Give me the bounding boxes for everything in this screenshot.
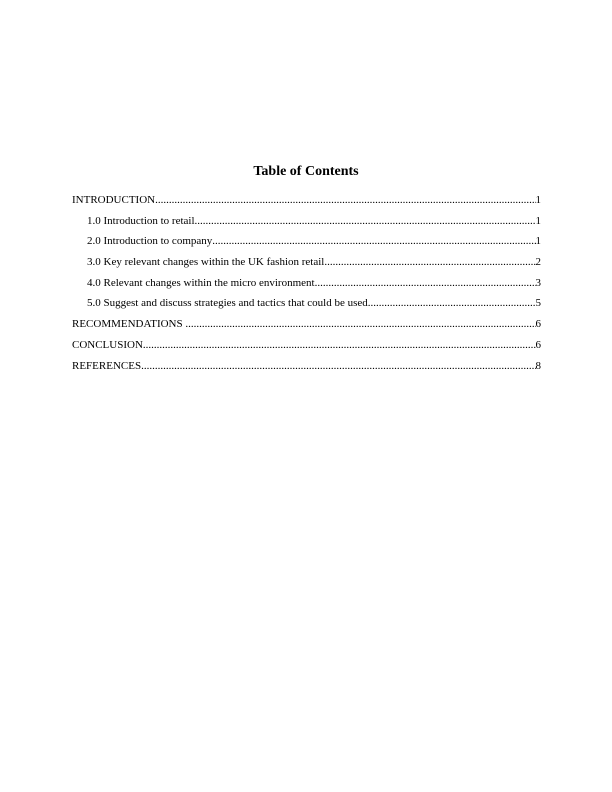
- toc-entry-page-number: 6: [535, 318, 541, 331]
- toc-entry-page-number: 5: [535, 297, 541, 310]
- table-of-contents: [72, 192, 541, 378]
- toc-entry-page-number: 8: [535, 359, 541, 372]
- toc-entry-references[interactable]: [72, 358, 541, 379]
- toc-entry-label: RECOMMENDATIONS: [72, 318, 186, 331]
- toc-entry-introduction[interactable]: [72, 192, 541, 213]
- toc-entry-label: 5.0 Suggest and discuss strategies and tactics that could be used: [87, 297, 368, 310]
- toc-entry-micro-environment[interactable]: [72, 275, 541, 296]
- toc-entry-key-relevant-changes[interactable]: [72, 254, 541, 275]
- toc-entry-label: CONCLUSION: [72, 338, 143, 351]
- toc-dot-leader: [324, 254, 535, 270]
- toc-entry-label: 3.0 Key relevant changes within the UK fashion retail: [87, 256, 325, 269]
- toc-entry-page-number: 1: [535, 235, 541, 248]
- toc-dot-leader: [368, 295, 536, 311]
- toc-entry-page-number: 1: [535, 214, 541, 227]
- toc-entry-label: INTRODUCTION: [72, 194, 156, 206]
- toc-entry-page-number: 3: [535, 276, 541, 289]
- toc-entry-label: 1.0 Introduction to retail: [87, 214, 195, 227]
- toc-title: Table of Contents: [253, 164, 359, 179]
- toc-entry-introduction-to-company[interactable]: [72, 233, 541, 254]
- toc-dot-leader: [315, 275, 536, 291]
- toc-dot-leader: [195, 213, 536, 229]
- toc-entry-label: REFERENCES: [72, 359, 142, 372]
- toc-dot-leader: [185, 316, 535, 332]
- toc-dot-leader: [155, 192, 535, 208]
- toc-dot-leader: [143, 337, 536, 353]
- toc-dot-leader: [141, 358, 535, 374]
- toc-entry-recommendations[interactable]: [72, 316, 541, 337]
- toc-entry-label: 4.0 Relevant changes within the micro environment: [87, 276, 315, 289]
- toc-entry-page-number: 6: [535, 338, 541, 351]
- toc-entry-strategies-and-tactics[interactable]: [72, 295, 541, 316]
- toc-dot-leader: [212, 233, 535, 249]
- toc-entry-label: 2.0 Introduction to company: [87, 235, 213, 248]
- toc-entry-introduction-to-retail[interactable]: [72, 213, 541, 234]
- toc-entry-page-number: 1: [535, 194, 541, 206]
- toc-entry-conclusion[interactable]: [72, 337, 541, 358]
- toc-entry-page-number: 2: [535, 256, 541, 269]
